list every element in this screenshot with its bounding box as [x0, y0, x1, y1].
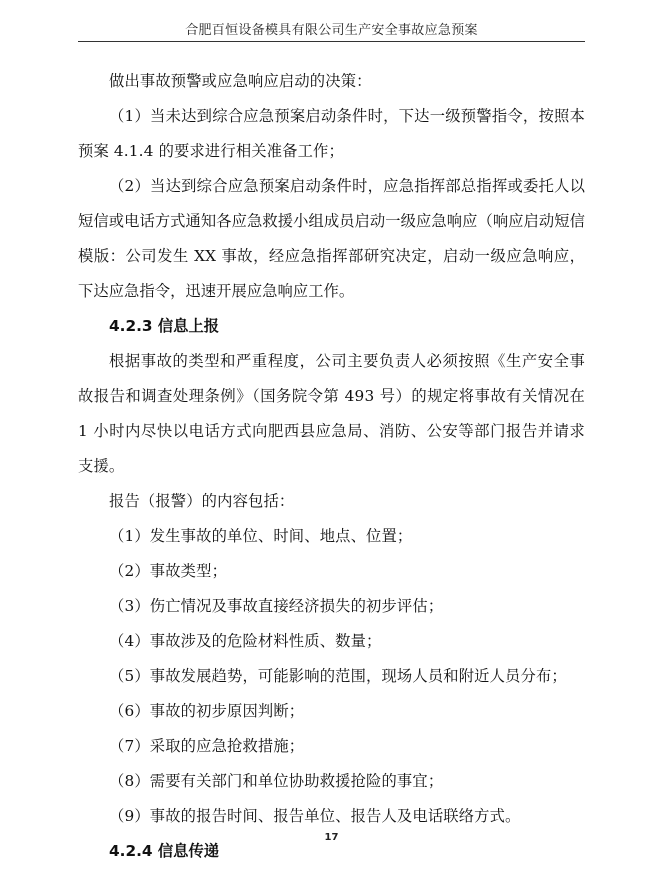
list-item: （9）事故的报告时间、报告单位、报告人及电话联络方式。: [109, 807, 521, 825]
paragraph-decision: 做出事故预警或应急响应启动的决策：: [109, 72, 372, 90]
list-item: （5）事故发展趋势，可能影响的范围，现场人员和附近人员分布；: [109, 667, 567, 685]
list-item: （2）事故类型；: [109, 562, 228, 580]
section-heading-4-2-3: 4.2.3 信息上报: [109, 317, 220, 335]
list-item: （1）发生事故的单位、时间、地点、位置；: [109, 527, 413, 545]
running-header: 合肥百恒设备模具有限公司生产安全事故应急预案: [185, 23, 478, 38]
section-heading-4-2-4: 4.2.4 信息传递: [109, 842, 220, 860]
list-item: （3）伤亡情况及事故直接经济损失的初步评估；: [109, 597, 444, 615]
paragraph-response-order: （2）当达到综合应急预案启动条件时，应急指挥部总指挥或委托人以短信或电话方式通知各应急救援小组成员启动一级应急响应（响应启动短信模版：公司发生 XX 事故，经应急指挥部研究决定，启动一级应急响应，下达应急指令，迅速开展应急响应工作。: [78, 177, 585, 300]
body-text: [78, 64, 585, 869]
paragraph-report-contents-intro: 报告（报警）的内容包括：: [109, 492, 295, 510]
list-item: （8）需要有关部门和单位协助救援抢险的事宜；: [109, 772, 444, 790]
list-item: （6）事故的初步原因判断；: [109, 702, 305, 720]
list-item: （7）采取的应急抢救措施；: [109, 737, 305, 755]
page-number: 17: [324, 832, 339, 843]
paragraph-reporting-rule: 根据事故的类型和严重程度，公司主要负责人必须按照《生产安全事故报告和调查处理条例》（国务院令第 493 号）的规定将事故有关情况在 1 小时内尽快以电话方式向肥西县应急局、消防、公安等部门报告并请求支援。: [78, 352, 585, 475]
list-item: （4）事故涉及的危险材料性质、数量；: [109, 632, 382, 650]
paragraph-warning-order: （1）当未达到综合应急预案启动条件时，下达一级预警指令，按照本预案 4.1.4 的要求进行相关准备工作；: [78, 107, 585, 160]
header-divider: [78, 41, 585, 42]
